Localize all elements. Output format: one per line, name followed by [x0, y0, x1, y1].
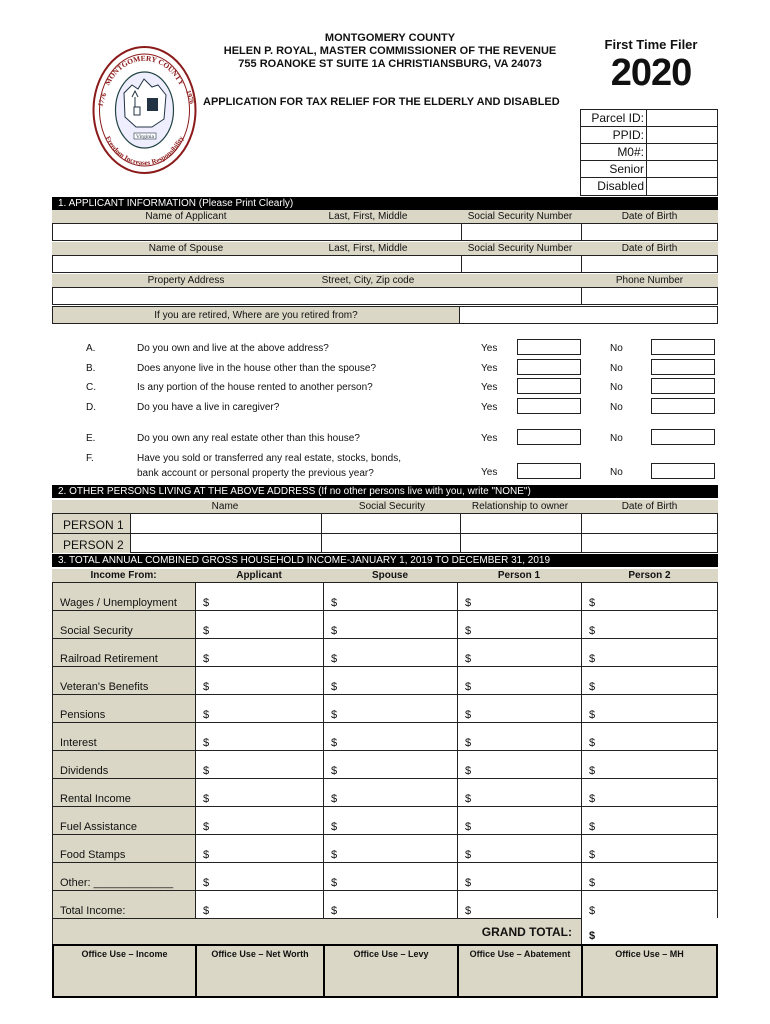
- income-source-label: Interest: [53, 723, 196, 750]
- no-checkbox[interactable]: [651, 378, 715, 394]
- income-amount-field[interactable]: [582, 667, 718, 694]
- office-use-levy: Office Use – Levy: [325, 946, 459, 996]
- no-label: No: [610, 382, 623, 393]
- address-input-row[interactable]: [52, 287, 718, 305]
- income-amount-field[interactable]: [324, 751, 458, 778]
- currency-symbol: $: [465, 625, 472, 637]
- income-row: [53, 611, 717, 639]
- income-amount-field[interactable]: [458, 695, 582, 722]
- currency-symbol: $: [331, 765, 338, 777]
- income-amount-field[interactable]: [582, 863, 718, 890]
- currency-symbol: $: [331, 681, 338, 693]
- no-label: No: [610, 402, 623, 413]
- income-row: [53, 863, 717, 891]
- currency-symbol: $: [589, 625, 596, 637]
- applicant-dob-header: Date of Birth: [621, 211, 678, 222]
- yes-label: Yes: [481, 433, 498, 444]
- persons-table: [52, 513, 718, 553]
- person-relationship-header: Relationship to owner: [471, 501, 569, 512]
- currency-symbol: $: [465, 709, 472, 721]
- currency-symbol: $: [203, 681, 210, 693]
- currency-symbol: $: [589, 849, 596, 861]
- retired-label: If you are retired, Where are you retired from?: [52, 306, 460, 324]
- income-amount-field[interactable]: [324, 639, 458, 666]
- income-amount-field[interactable]: [458, 751, 582, 778]
- income-from-header: Income From:: [90, 570, 157, 581]
- income-row: [53, 835, 717, 863]
- no-label: No: [610, 433, 623, 444]
- income-source-label: Railroad Retirement: [53, 639, 196, 666]
- currency-symbol: $: [589, 737, 596, 749]
- question-letter: E.: [86, 433, 96, 444]
- first-time-filer-label: First Time Filer: [604, 37, 698, 52]
- income-amount-field[interactable]: [196, 695, 324, 722]
- income-amount-field[interactable]: [196, 611, 324, 638]
- currency-symbol: $: [589, 793, 596, 805]
- section-1-title: 1. APPLICANT INFORMATION (Please Print Clearly): [52, 197, 718, 210]
- parcel-id-label: Parcel ID:: [581, 110, 647, 126]
- income-row: [53, 751, 717, 779]
- question-text: Do you own and live at the above address?: [137, 343, 329, 354]
- applicant-input-row[interactable]: [52, 223, 718, 241]
- yes-checkbox[interactable]: [517, 398, 581, 414]
- ppid-field[interactable]: [647, 127, 717, 143]
- currency-symbol: $: [203, 765, 210, 777]
- income-amount-field[interactable]: [324, 583, 458, 610]
- income-row: [53, 807, 717, 835]
- county-name: MONTGOMERY COUNTY: [324, 32, 456, 44]
- currency-symbol: $: [331, 737, 338, 749]
- no-checkbox[interactable]: [651, 339, 715, 355]
- income-source-label: Wages / Unemployment: [53, 583, 196, 610]
- income-amount-field[interactable]: [582, 751, 718, 778]
- currency-symbol: $: [331, 709, 338, 721]
- no-label: No: [610, 363, 623, 374]
- office-use-mh: Office Use – MH: [615, 949, 684, 959]
- income-amount-field[interactable]: [196, 723, 324, 750]
- person-2-label: PERSON 2: [53, 534, 131, 553]
- question-letter: D.: [86, 402, 96, 413]
- income-amount-field[interactable]: [196, 779, 324, 806]
- applicant-format-header: Last, First, Middle: [328, 211, 408, 222]
- currency-symbol: $: [203, 793, 210, 805]
- income-source-label: Veteran's Benefits: [53, 667, 196, 694]
- m0-field[interactable]: [647, 144, 717, 160]
- currency-symbol: $: [589, 597, 596, 609]
- income-source-label: Rental Income: [53, 779, 196, 806]
- currency-symbol: $: [589, 905, 596, 917]
- yes-checkbox[interactable]: [517, 429, 581, 445]
- income-source-label: Other: _____________: [53, 863, 196, 890]
- currency-symbol: $: [203, 653, 210, 665]
- income-amount-field[interactable]: [196, 891, 324, 918]
- income-amount-field[interactable]: [196, 863, 324, 890]
- senior-label: Senior: [581, 161, 647, 177]
- income-amount-field[interactable]: [458, 667, 582, 694]
- income-amount-field[interactable]: [324, 779, 458, 806]
- income-row: [53, 723, 717, 751]
- income-amount-field[interactable]: [582, 723, 718, 750]
- income-amount-field[interactable]: [196, 667, 324, 694]
- property-address-header: Property Address: [147, 275, 225, 286]
- seal-top-text: MONTGOMERY COUNTY: [102, 53, 187, 87]
- currency-symbol: $: [465, 877, 472, 889]
- currency-symbol: $: [331, 905, 338, 917]
- income-amount-field[interactable]: [458, 583, 582, 610]
- currency-symbol: $: [331, 793, 338, 805]
- person-dob-header: Date of Birth: [621, 501, 678, 512]
- income-source-label: Food Stamps: [53, 835, 196, 862]
- spouse-ssn-header: Social Security Number: [467, 243, 573, 254]
- income-spouse-header: Spouse: [371, 570, 409, 581]
- disabled-field[interactable]: [647, 178, 717, 195]
- currency-symbol: $: [203, 877, 210, 889]
- income-amount-field[interactable]: [324, 611, 458, 638]
- spouse-input-row[interactable]: [52, 255, 718, 273]
- applicant-ssn-header: Social Security Number: [467, 211, 573, 222]
- income-row: [53, 779, 717, 807]
- m0-label: M0#:: [581, 144, 647, 160]
- currency-symbol: $: [331, 849, 338, 861]
- question-text: Do you have a live in caregiver?: [137, 402, 280, 413]
- spouse-format-header: Last, First, Middle: [328, 243, 408, 254]
- yes-label: Yes: [481, 467, 498, 478]
- income-amount-field[interactable]: [196, 835, 324, 862]
- address-header-row: [52, 274, 718, 287]
- retired-from-field[interactable]: [459, 306, 718, 324]
- currency-symbol: $: [589, 653, 596, 665]
- currency-symbol: $: [465, 849, 472, 861]
- income-table: [52, 582, 718, 919]
- ppid-label: PPID:: [581, 127, 647, 143]
- currency-symbol: $: [203, 709, 210, 721]
- currency-symbol: $: [331, 653, 338, 665]
- income-row: [53, 583, 717, 611]
- income-amount-field[interactable]: [324, 667, 458, 694]
- senior-field[interactable]: [647, 161, 717, 177]
- question-text: Does anyone live in the house other than the spouse?: [137, 363, 377, 374]
- question-letter: C.: [86, 382, 96, 393]
- section-2-title: 2. OTHER PERSONS LIVING AT THE ABOVE ADDRESS (If no other persons live with you, write "NONE"): [52, 485, 718, 498]
- currency-symbol: $: [465, 737, 472, 749]
- income-source-label: Total Income:: [53, 891, 196, 918]
- persons-header-row: [52, 500, 718, 513]
- no-checkbox[interactable]: [651, 398, 715, 414]
- income-person1-header: Person 1: [497, 570, 541, 581]
- currency-symbol: $: [331, 597, 338, 609]
- county-seal: [92, 45, 197, 175]
- yes-label: Yes: [481, 382, 498, 393]
- phone-header: Phone Number: [615, 275, 684, 286]
- income-amount-field[interactable]: [582, 807, 718, 834]
- income-amount-field[interactable]: [458, 807, 582, 834]
- spouse-dob-header: Date of Birth: [621, 243, 678, 254]
- question-letter: F.: [86, 453, 94, 464]
- currency-symbol: $: [203, 821, 210, 833]
- seal-left-year: 1776: [96, 91, 109, 108]
- form-year: 2020: [610, 52, 692, 94]
- income-amount-field[interactable]: [458, 611, 582, 638]
- grand-total-label: GRAND TOTAL:: [481, 925, 572, 939]
- grand-total-row: [52, 918, 718, 945]
- income-row: [53, 667, 717, 695]
- income-source-label: Fuel Assistance: [53, 807, 196, 834]
- office-use-income: Office Use – Income: [54, 946, 197, 996]
- seal-bottom-text: Freedom Increases Responsibility: [103, 134, 186, 168]
- currency-symbol: $: [589, 821, 596, 833]
- no-checkbox[interactable]: [651, 463, 715, 479]
- income-source-label: Pensions: [53, 695, 196, 722]
- disabled-label: Disabled: [581, 178, 647, 195]
- income-amount-field[interactable]: [324, 891, 458, 918]
- income-amount-field[interactable]: [458, 639, 582, 666]
- currency-symbol: $: [331, 821, 338, 833]
- person-ssn-header: Social Security: [358, 501, 426, 512]
- income-amount-field[interactable]: [458, 891, 582, 918]
- question-letter: A.: [86, 343, 96, 354]
- seal-state: Virginia: [136, 134, 154, 140]
- applicant-header-row: [52, 210, 718, 223]
- income-amount-field[interactable]: [458, 723, 582, 750]
- income-amount-field[interactable]: [582, 611, 718, 638]
- currency-symbol: $: [203, 597, 210, 609]
- no-checkbox[interactable]: [651, 429, 715, 445]
- currency-symbol: $: [203, 849, 210, 861]
- currency-symbol: $: [589, 681, 596, 693]
- income-row: [53, 695, 717, 723]
- office-use-row: [52, 944, 718, 998]
- currency-symbol: $: [465, 905, 472, 917]
- yes-checkbox[interactable]: [517, 359, 581, 375]
- grand-total-field[interactable]: [581, 918, 718, 945]
- applicant-name-header: Name of Applicant: [145, 211, 227, 222]
- currency-symbol: $: [331, 625, 338, 637]
- income-amount-field[interactable]: [582, 583, 718, 610]
- question-text: Is any portion of the house rented to another person?: [137, 382, 373, 393]
- spouse-header-row: [52, 242, 718, 255]
- yes-label: Yes: [481, 363, 498, 374]
- income-amount-field[interactable]: [324, 863, 458, 890]
- income-amount-field[interactable]: [324, 695, 458, 722]
- income-applicant-header: Applicant: [236, 570, 282, 581]
- office-use-abatement: Office Use – Abatement: [459, 946, 583, 996]
- application-title: APPLICATION FOR TAX RELIEF FOR THE ELDERLY AND DISABLED: [203, 96, 560, 108]
- income-amount-field[interactable]: [324, 723, 458, 750]
- yes-checkbox[interactable]: [517, 339, 581, 355]
- parcel-id-field[interactable]: [647, 110, 717, 126]
- seal-right-year: 1976: [184, 89, 197, 105]
- income-amount-field[interactable]: [582, 835, 718, 862]
- yes-label: Yes: [481, 402, 498, 413]
- currency-symbol: $: [465, 653, 472, 665]
- income-row: [53, 891, 717, 919]
- person-1-name-field[interactable]: [132, 514, 321, 533]
- office-address: 755 ROANOKE ST SUITE 1A CHRISTIANSBURG, VA 24073: [238, 58, 542, 70]
- currency-symbol: $: [589, 765, 596, 777]
- income-header-row: [52, 569, 718, 582]
- currency-symbol: $: [465, 793, 472, 805]
- income-amount-field[interactable]: [324, 807, 458, 834]
- currency-symbol: $: [589, 877, 596, 889]
- no-label: No: [610, 343, 623, 354]
- commissioner-name: HELEN P. ROYAL, MASTER COMMISSIONER OF THE REVENUE: [223, 45, 557, 57]
- office-use-net-worth: Office Use – Net Worth: [197, 946, 325, 996]
- spouse-name-header: Name of Spouse: [148, 243, 224, 254]
- income-person2-header: Person 2: [628, 570, 671, 581]
- income-amount-field[interactable]: [196, 751, 324, 778]
- income-amount-field[interactable]: [582, 779, 718, 806]
- person-1-label: PERSON 1: [53, 514, 131, 534]
- currency-symbol: $: [203, 905, 210, 917]
- currency-symbol: $: [465, 597, 472, 609]
- yes-label: Yes: [481, 343, 498, 354]
- income-source-label: Dividends: [53, 751, 196, 778]
- address-format-header: Street, City, Zip code: [321, 275, 415, 286]
- question-text-cont: bank account or personal property the previous year?: [137, 468, 374, 479]
- income-amount-field[interactable]: [582, 695, 718, 722]
- income-amount-field[interactable]: [196, 639, 324, 666]
- currency-symbol: $: [203, 625, 210, 637]
- currency-symbol: $: [589, 709, 596, 721]
- income-amount-field[interactable]: [196, 807, 324, 834]
- income-amount-field[interactable]: [582, 891, 718, 918]
- income-amount-field[interactable]: [458, 779, 582, 806]
- currency-symbol: $: [465, 681, 472, 693]
- question-text: Have you sold or transferred any real estate, stocks, bonds,: [137, 453, 402, 464]
- parcel-box: [580, 109, 718, 196]
- yes-checkbox[interactable]: [517, 378, 581, 394]
- question-letter: B.: [86, 363, 96, 374]
- currency-symbol: $: [465, 821, 472, 833]
- person-2-name-field[interactable]: [132, 534, 321, 553]
- currency-symbol: $: [203, 737, 210, 749]
- section-3-title: 3. TOTAL ANNUAL COMBINED GROSS HOUSEHOLD INCOME-JANUARY 1, 2019 TO DECEMBER 31, 2019: [52, 554, 718, 567]
- income-amount-field[interactable]: [458, 835, 582, 862]
- no-label: No: [610, 467, 623, 478]
- income-amount-field[interactable]: [582, 639, 718, 666]
- income-amount-field[interactable]: [458, 863, 582, 890]
- income-amount-field[interactable]: [324, 835, 458, 862]
- question-text: Do you own any real estate other than this house?: [137, 433, 360, 444]
- yes-checkbox[interactable]: [517, 463, 581, 479]
- no-checkbox[interactable]: [651, 359, 715, 375]
- income-amount-field[interactable]: [196, 583, 324, 610]
- person-name-header: Name: [211, 501, 239, 512]
- income-row: [53, 639, 717, 667]
- currency-symbol: $: [465, 765, 472, 777]
- currency-symbol: $: [331, 877, 338, 889]
- grand-total-currency: $: [589, 930, 596, 942]
- income-source-label: Social Security: [53, 611, 196, 638]
